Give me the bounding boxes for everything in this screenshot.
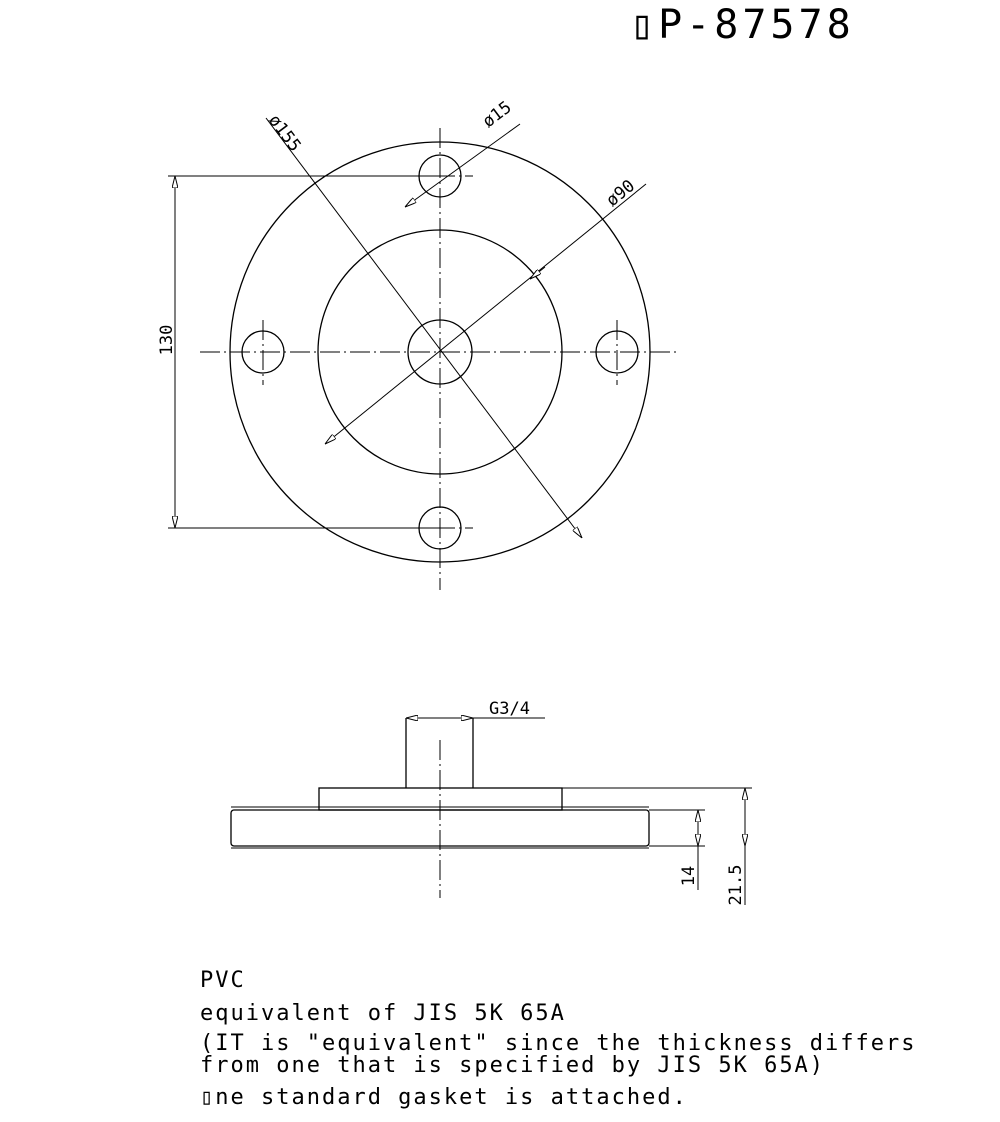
pcd-label: ø155 bbox=[264, 110, 305, 156]
pitch-label: 130 bbox=[157, 324, 177, 356]
total-height-label: 21.5 bbox=[726, 864, 746, 906]
material-note: PVC bbox=[200, 968, 246, 993]
explanation-note-line2: from one that is specified by JIS 5K 65A) bbox=[200, 1053, 826, 1078]
plan-view bbox=[157, 98, 680, 590]
gasket-note: ▯ne standard gasket is attached. bbox=[200, 1085, 688, 1110]
side-view bbox=[231, 699, 752, 905]
raised-face-label: ø90 bbox=[602, 176, 640, 211]
explanation-note-line1: (IT is "equivalent" since the thickness differs bbox=[200, 1031, 917, 1056]
raised-face-leader bbox=[325, 184, 646, 444]
hole-dia-label: ø15 bbox=[478, 97, 516, 132]
pcd-leader bbox=[266, 118, 582, 538]
flange-thickness-label: 14 bbox=[679, 865, 699, 887]
drawing-number: ▯P-87578 bbox=[630, 2, 855, 48]
notes-block bbox=[200, 970, 917, 1109]
standard-note: equivalent of JIS 5K 65A bbox=[200, 1001, 566, 1026]
thread-label: G3/4 bbox=[489, 699, 530, 719]
